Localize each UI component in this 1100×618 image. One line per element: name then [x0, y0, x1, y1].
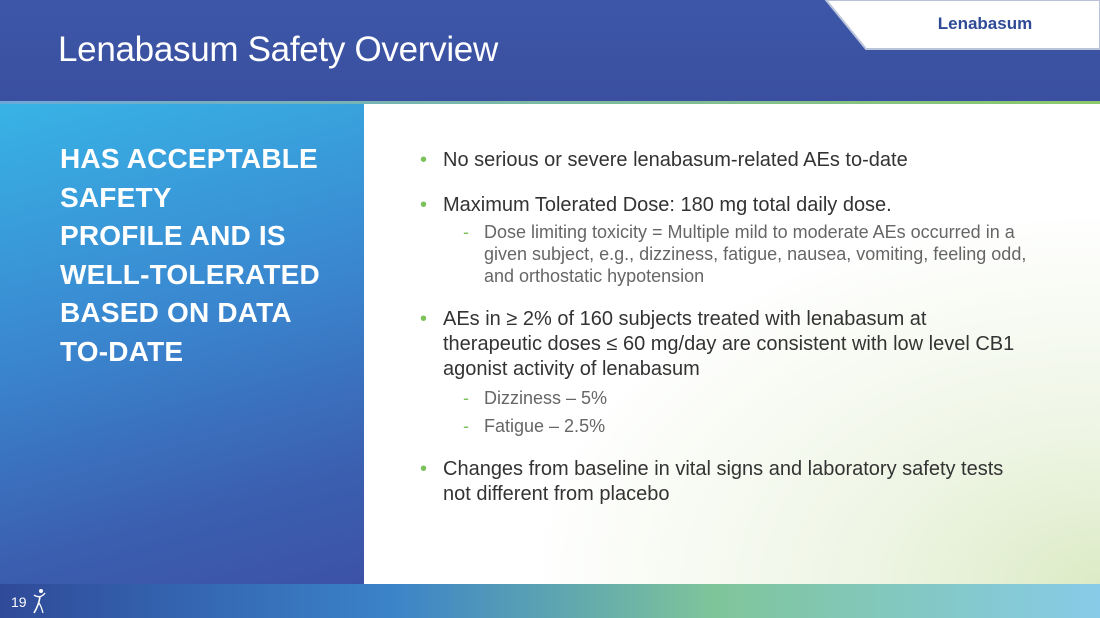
page-number: 19: [11, 594, 27, 610]
bullet-item: [420, 148, 1060, 173]
dash-icon: -: [463, 222, 469, 242]
bullet-item: [420, 307, 1060, 437]
sub-bullet-text: Fatigue – 2.5%: [484, 416, 606, 436]
bullet-text: Maximum Tolerated Dose: 180 mg total daily dose.: [443, 194, 892, 216]
sub-bullet-item: [443, 221, 1060, 287]
bullet-list: [420, 148, 1060, 527]
page-title: Lenabasum Safety Overview: [58, 30, 498, 69]
footer-bar: [0, 584, 1100, 618]
tagline: [60, 140, 350, 372]
tagline-line: HAS ACCEPTABLE: [60, 143, 318, 174]
bullet-dot-icon: •: [420, 149, 428, 171]
bullet-text: Changes from baseline in vital signs and laboratory safety tests not different from placebo: [443, 458, 1004, 505]
bullet-dot-icon: •: [420, 194, 428, 216]
dash-icon: -: [463, 388, 469, 408]
tagline-line: WELL-TOLERATED: [60, 258, 320, 290]
sub-bullet-text: Dose limiting toxicity = Multiple mild to moderate AEs occurred in a given subject, e.g., dizziness, fatigue, nausea, vomiting, feeling odd, and orthostatic hypotension: [484, 222, 1027, 286]
sub-bullet-text: Dizziness – 5%: [484, 388, 608, 408]
bullet-dot-icon: •: [420, 458, 428, 480]
bullet-text: AEs in ≥ 2% of 160 subjects treated with lenabasum at therapeutic doses ≤ 60 mg/day are consistent with low level CB1 agonist activity of lenabasum: [443, 308, 1015, 380]
tagline-line: PROFILE AND IS: [60, 220, 286, 252]
company-figure-logo-icon: [31, 588, 47, 614]
tagline-line: BASED ON DATA: [60, 297, 292, 329]
bullet-item: [420, 193, 1060, 287]
tagline-line: TO-DATE: [60, 335, 184, 367]
bullet-item: [420, 457, 1060, 507]
tagline-line: SAFETY: [60, 181, 172, 213]
dash-icon: -: [463, 416, 469, 436]
bullet-dot-icon: •: [420, 308, 428, 330]
sub-bullet-item: [443, 415, 1060, 437]
brand-label: Lenabasum: [937, 14, 1033, 33]
sub-bullet-item: [443, 387, 1060, 409]
bullet-text: No serious or severe lenabasum-related AEs to-date: [443, 149, 908, 171]
